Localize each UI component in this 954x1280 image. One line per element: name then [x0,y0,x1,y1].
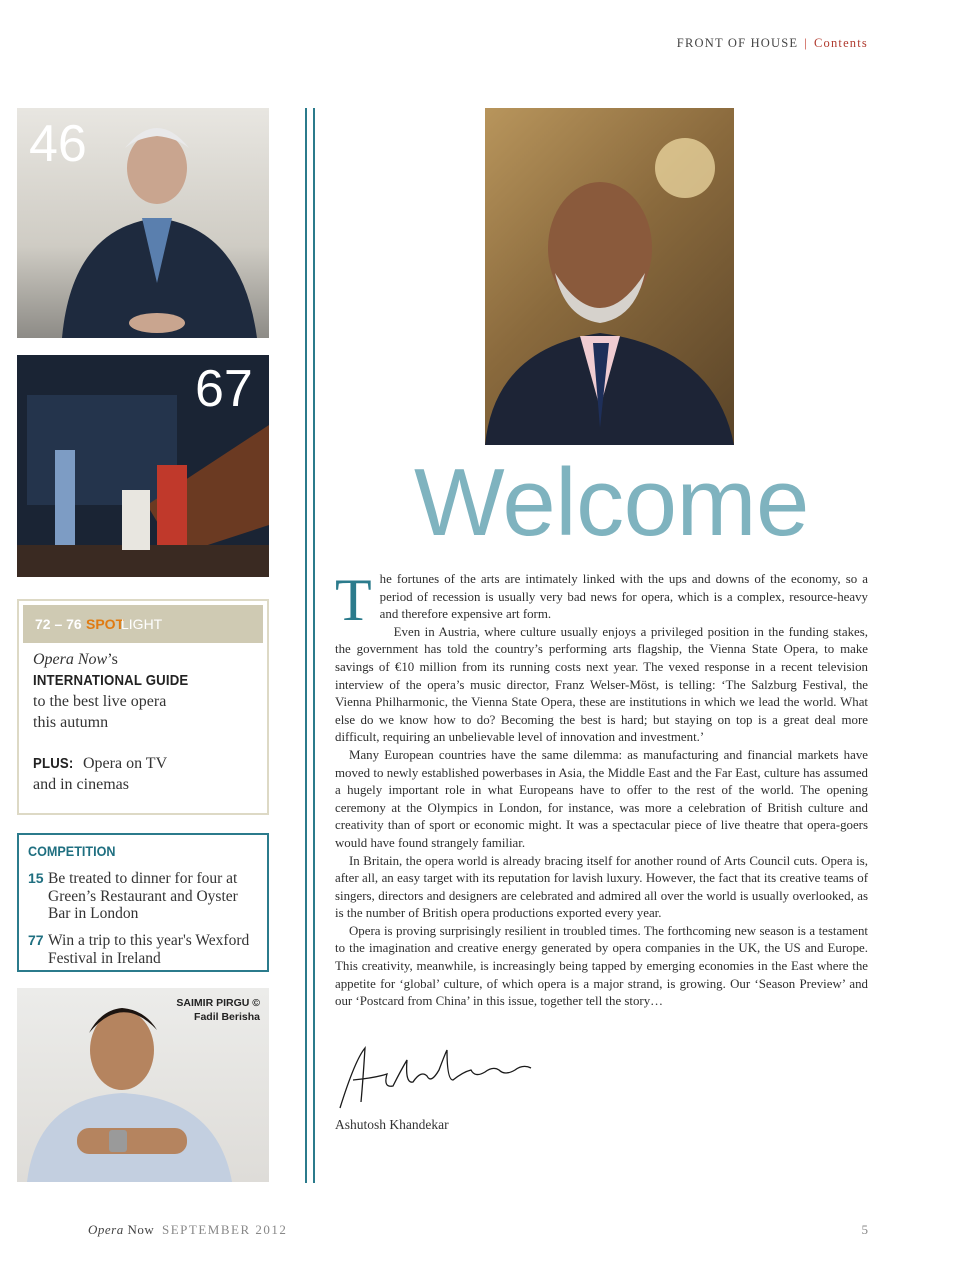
competition-page: 77 [28,932,44,948]
spotlight-box[interactable] [17,599,269,815]
running-header [677,36,868,51]
footer-left [88,1222,287,1238]
competition-text: Win a trip to this year's Wexford Festival in Ireland [48,932,250,967]
competition-page: 15 [28,870,44,886]
spotlight-pages: 72 – 76 [35,616,82,632]
spotlight-text [33,649,210,795]
competition-item[interactable] [28,870,258,925]
spotlight-label-highlight: SPOT [86,616,125,632]
subsection-label: Contents [813,36,868,50]
photo-editor [485,108,734,445]
paragraph: In Britain, the opera world is already bracing itself for another round of Arts Council cuts. Opera is, after all, an easy target with its reputation for lavish luxury. However, the fact that its creative teams of singers, directors and designers are celebrated and admired all over the world is usually overlooked, as is the number of British opera productions exported every year. [335,853,868,921]
footer-magazine-rest: Now [123,1222,155,1237]
international-guide: INTERNATIONAL GUIDE [33,672,189,689]
page-number-46: 46 [29,115,87,173]
competition-text: Be treated to dinner for four at Green’s Restaurant and Oyster Bar in London [48,870,238,922]
photo-opera-stage [17,355,269,577]
plus-text: Opera on TV [83,755,168,772]
spotlight-label-rest: LIGHT [121,616,163,632]
competition-box[interactable] [17,833,269,972]
spotlight-header [23,605,263,643]
section-label: FRONT OF HOUSE [676,36,799,50]
photo-credit [130,996,260,1024]
paragraph: Even in Austria, where culture usually enjoys a privileged position in the funding stakes, the government has told the country’s performing arts flagship, the Vienna State Opera, to make savings of €10 million from its running costs next year. The vexed response in a recent television interview of the opera’s music director, Franz Welser-Möst, is telling: ‘The Salzburg Festival, the Vienna Philharmonic, the Vienna State Opera, these are institutions in which we lead the world. What else do we know how to do? Becoming the best is hard; but staying on top is a great deal more difficult, requiring an unbelievable level of innovation and investment.’ [335,624,868,745]
plus-text-2: and in cinemas [33,776,129,793]
drop-cap: T [335,567,372,633]
guide-line-2: this autumn [33,714,109,731]
page-number: 5 [861,1222,868,1237]
editorial-body [335,567,868,1011]
footer-magazine-italic: Opera [88,1222,124,1237]
magazine-possessive: ’s [107,651,118,668]
plus-label: PLUS: [33,755,74,772]
footer-date: SEPTEMBER 2012 [162,1222,288,1237]
column-rule-right [313,108,315,1183]
competition-title: COMPETITION [28,843,116,859]
editor-illustration [485,108,734,445]
header-separator: | [804,36,808,50]
paragraph [335,567,868,633]
photo-credit-name: SAIMIR PIRGU © [176,997,260,1009]
competition-item[interactable] [28,932,258,968]
paragraph: Many European countries have the same dilemma: as manufacturing and financial markets have moved to newly established powerbases in Asia, the Middle East and the Far East, culture has assumed a hugely important role in what Europeans have to offer to the rest of the world. The opening ceremony at the Olympics in London, for instance, was more a celebration of British culture and creativity than of sport or economic might. It was a spectacular piece of live theatre that opera-goers would have found strangely familiar. [335,747,868,850]
photo-conductor [17,108,269,338]
column-rule-left [305,108,307,1183]
magazine-name: Opera Now [33,651,108,668]
guide-line-1: to the best live opera [33,693,167,710]
page-number-67: 67 [195,360,253,418]
author-name: Ashutosh Khandekar [335,1117,449,1132]
paragraph-text: he fortunes of the arts are intimately linked with the ups and downs of the economy, so a period of recession is usually very bad news for opera, which is a complex, resource-heavy and therefore expensive art form. [379,572,868,622]
photo-credit-photographer: Fadil Berisha [194,1011,260,1023]
signature [335,1040,535,1112]
paragraph: Opera is proving surprisingly resilient in troubled times. The forthcoming new season is a testament to the imagination and creative energy generated by opera companies in the UK, the US and Europe. This creativity, meanwhile, is increasingly being tapped by emerging economies in the East where the appetite for ‘global’ culture, of which opera is a major strand, is growing. Our ‘Season Preview’ and our ‘Postcard from China’ in this issue, together tell the story… [335,923,868,1009]
page-title: Welcome [414,449,809,556]
